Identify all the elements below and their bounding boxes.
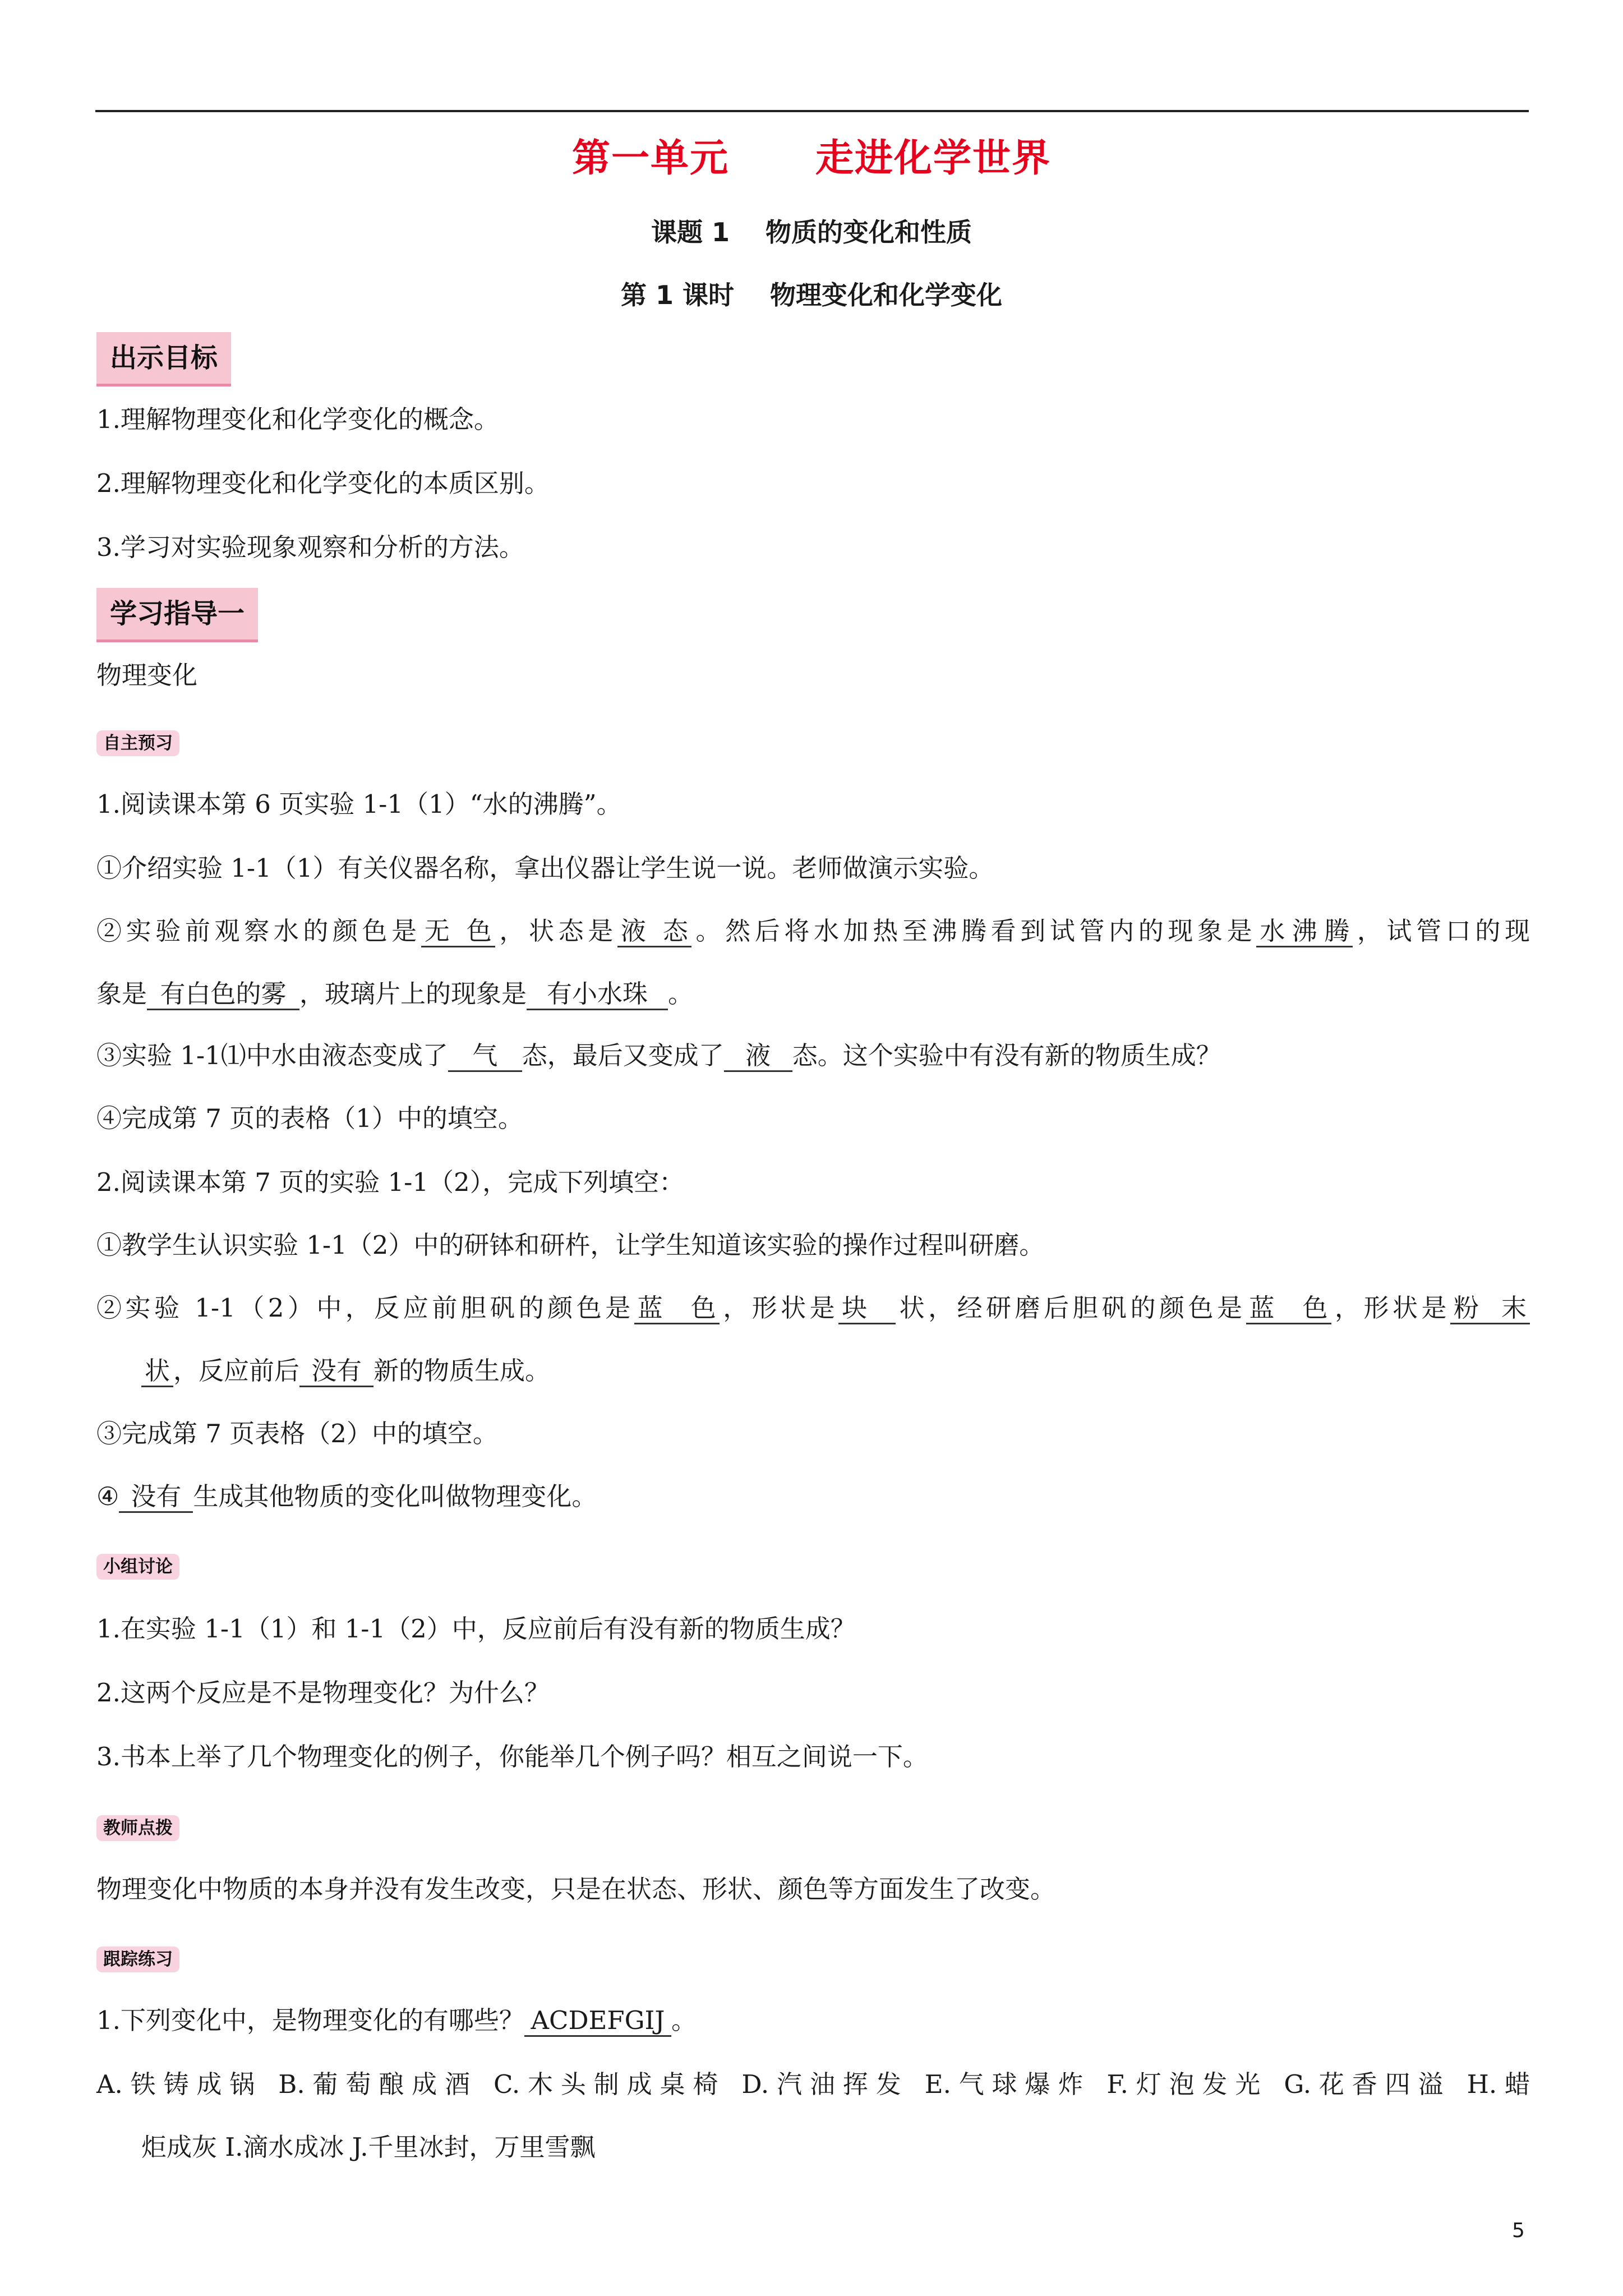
preview-question-2-4: ④ 没有 生成其他物质的变化叫做物理变化。: [96, 1480, 1532, 1513]
answer-blank: 蓝色: [1246, 1294, 1331, 1324]
preview-question-1-2-line2: 象是 有白色的雾 ，玻璃片上的现象是 有小水珠 。: [96, 977, 1532, 1011]
answer-blank: 无色: [421, 917, 495, 947]
preview-question-2-1: ①教学生认识实验 1-1（2）中的研钵和研杵，让学生知道该实验的操作过程叫研磨。: [96, 1230, 1045, 1260]
page-number: 5: [1512, 2219, 1525, 2242]
preview-question-2-3: ③完成第 7 页表格（2）中的填空。: [96, 1419, 498, 1448]
tag-self-preview: 自主预习: [96, 730, 179, 756]
preview-question-1-4: ④完成第 7 页的表格（1）中的填空。: [96, 1103, 523, 1133]
lesson-title: 课题 1 物质的变化和性质: [651, 217, 972, 247]
preview-question-1-1: ①介绍实验 1-1（1）有关仪器名称，拿出仪器让学生说一说。老师做演示实验。: [96, 853, 994, 883]
objective-item: 2.理解物理变化和化学变化的本质区别。: [96, 468, 550, 498]
practice-question-1: 1.下列变化中，是物理变化的有哪些？ ACDEFGIJ 。: [96, 2004, 1532, 2037]
discussion-item: 3.书本上举了几个物理变化的例子，你能举几个例子吗？相互之间说一下。: [96, 1742, 928, 1772]
answer-blank: 有小水珠: [527, 979, 668, 1010]
preview-question-2: 2.阅读课本第 7 页的实验 1-1（2），完成下列填空：: [96, 1167, 685, 1197]
answer-blank: 状: [141, 1356, 173, 1387]
answer-blank: ACDEFGIJ: [524, 2006, 671, 2037]
discussion-item: 2.这两个反应是不是物理变化？为什么？: [96, 1678, 550, 1708]
tag-group-discussion: 小组讨论: [96, 1554, 179, 1580]
guide-topic: 物理变化: [96, 660, 198, 690]
answer-blank: 没有: [299, 1356, 374, 1387]
tag-follow-up-practice: 跟踪练习: [96, 1947, 179, 1972]
answer-blank: 水沸腾: [1256, 917, 1353, 947]
preview-question-1-2-line1: ②实验前观察水的颜色是 无色 ，状态是 液态 。然后将水加热至沸腾看到试管内的现象是 水沸腾 ，试管口的现: [96, 914, 1530, 948]
answer-blank: 有白色的雾: [147, 979, 299, 1010]
answer-blank: 块: [838, 1294, 896, 1324]
section-label-objectives: 出示目标: [96, 332, 231, 386]
period-title: 第 1 课时 物理变化和化学变化: [620, 280, 1003, 310]
unit-title: 第一单元 走进化学世界: [571, 136, 1052, 181]
practice-options-line2: 炬成灰 I.滴水成冰 J.千里冰封，万里雪飘: [141, 2132, 596, 2162]
preview-question-2-2-line2: 状 ，反应前后 没有 新的物质生成。: [141, 1354, 1577, 1388]
preview-question-1-3: ③实验 1-1⑴中水由液态变成了 气 态，最后又变成了 液 态。这个实验中有没有新的物质生成？: [96, 1039, 1532, 1073]
objective-item: 3.学习对实验现象观察和分析的方法。: [96, 532, 524, 562]
answer-blank: 蓝色: [634, 1294, 720, 1324]
teacher-tip-text: 物理变化中物质的本身并没有发生改变，只是在状态、形状、颜色等方面发生了改变。: [96, 1874, 1056, 1904]
section-label-guide-one: 学习指导一: [96, 588, 258, 642]
preview-question-2-2-line1: ②实验 1-1（2）中，反应前胆矾的颜色是 蓝色 ，形状是 块 状，经研磨后胆矾的颜色是 蓝色 ，形状是 粉末: [96, 1291, 1530, 1325]
discussion-item: 1.在实验 1-1（1）和 1-1（2）中，反应前后有没有新的物质生成？: [96, 1614, 856, 1644]
answer-blank: 气: [448, 1041, 522, 1072]
practice-options-line1: A.铁铸成锅 B.葡萄酿成酒 C.木头制成桌椅 D.汽油挥发 E.气球爆炸 F.灯泡发光 G.花香四溢 H.蜡: [96, 2069, 1530, 2099]
header-rule: [95, 110, 1529, 112]
answer-blank: 没有: [119, 1482, 193, 1513]
answer-blank: 液: [724, 1041, 792, 1072]
tag-teacher-tips: 教师点拨: [96, 1815, 179, 1841]
answer-blank: 粉末: [1450, 1294, 1530, 1324]
objective-item: 1.理解物理变化和化学变化的概念。: [96, 404, 499, 434]
preview-question-1: 1.阅读课本第 6 页实验 1-1（1）“水的沸腾”。: [96, 789, 622, 819]
answer-blank: 液态: [617, 917, 691, 947]
